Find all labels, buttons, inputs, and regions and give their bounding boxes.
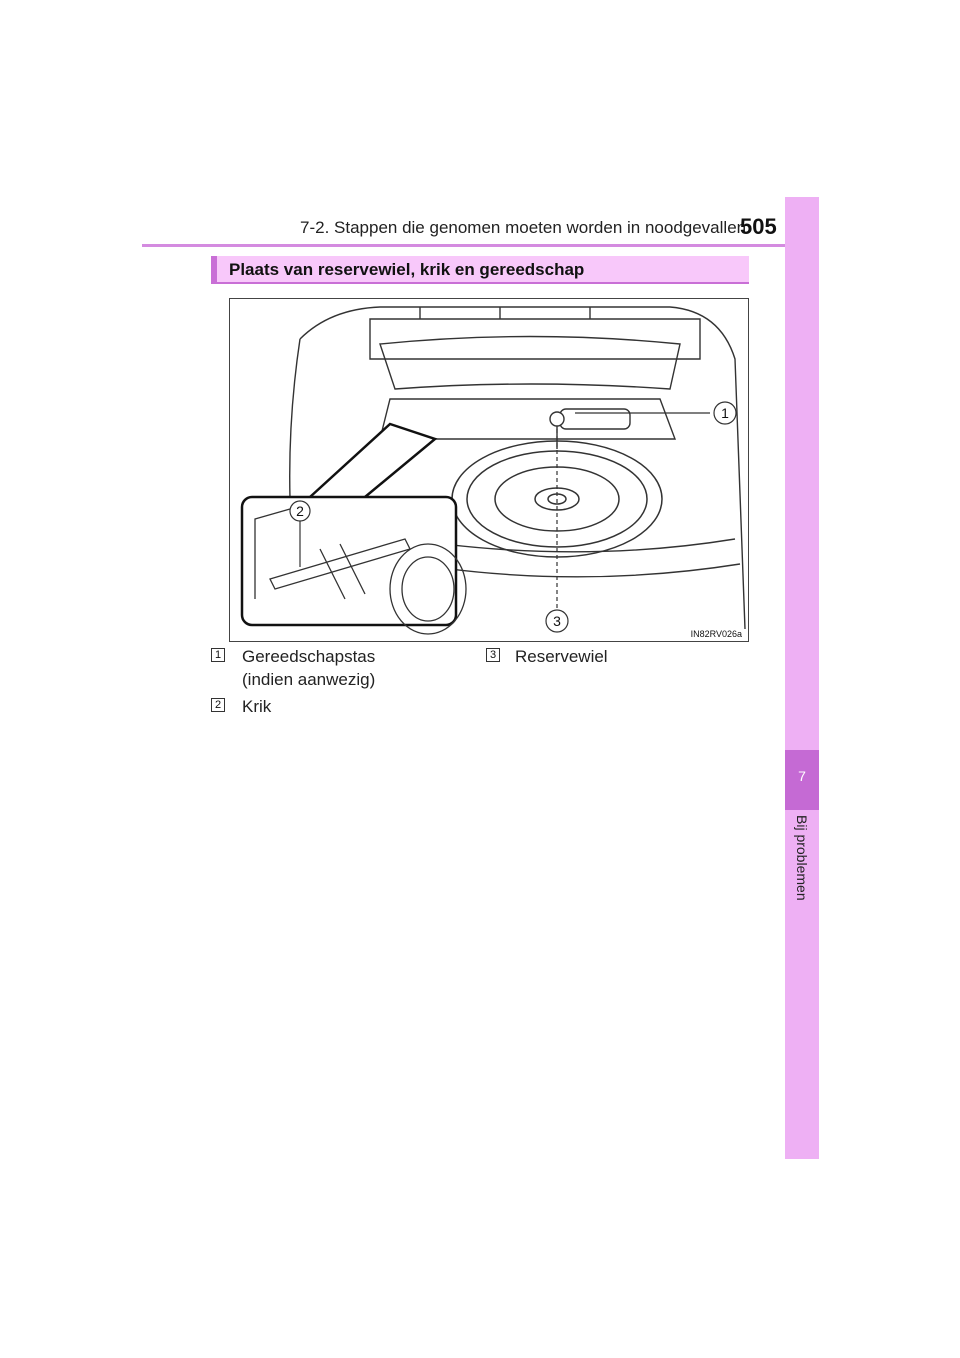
legend-1-badge: 1 [211,648,225,662]
zoom-connector [310,424,435,497]
callout-3-label: 3 [553,613,561,629]
legend-1-label [242,645,375,691]
section-heading-text: Plaats van reservewiel, krik en gereedschap [229,260,585,279]
rear-seat [370,319,700,359]
trunk-line-drawing [230,299,748,641]
chapter-label: Bij problemen [794,815,810,901]
tool-bag-shape [560,409,630,429]
running-header-title: 7-2. Stappen die genomen moeten worden in noodgevallen [300,218,747,237]
car-left-outline [290,339,300,499]
chapter-side-tab [785,197,819,1159]
header-rule [142,244,819,247]
tonneau-cover [380,337,680,390]
trunk-floor [380,399,675,439]
callout-2-label: 2 [296,503,304,519]
legend-3-label: Reservewiel [515,647,608,666]
legend-2-badge: 2 [211,698,225,712]
figure-code: IN82RV026a [690,629,742,639]
legend-3-badge: 3 [486,648,500,662]
legend-2-label: Krik [242,697,272,716]
section-heading [211,256,749,284]
page-number: 505 [740,214,777,239]
legend-1-label-line2: (indien aanwezig) [242,670,376,689]
chapter-number: 7 [798,768,806,784]
callout-1-label: 1 [721,405,729,421]
legend-1-label-line1: Gereedschapstas [242,647,376,666]
trunk-illustration [229,298,749,642]
